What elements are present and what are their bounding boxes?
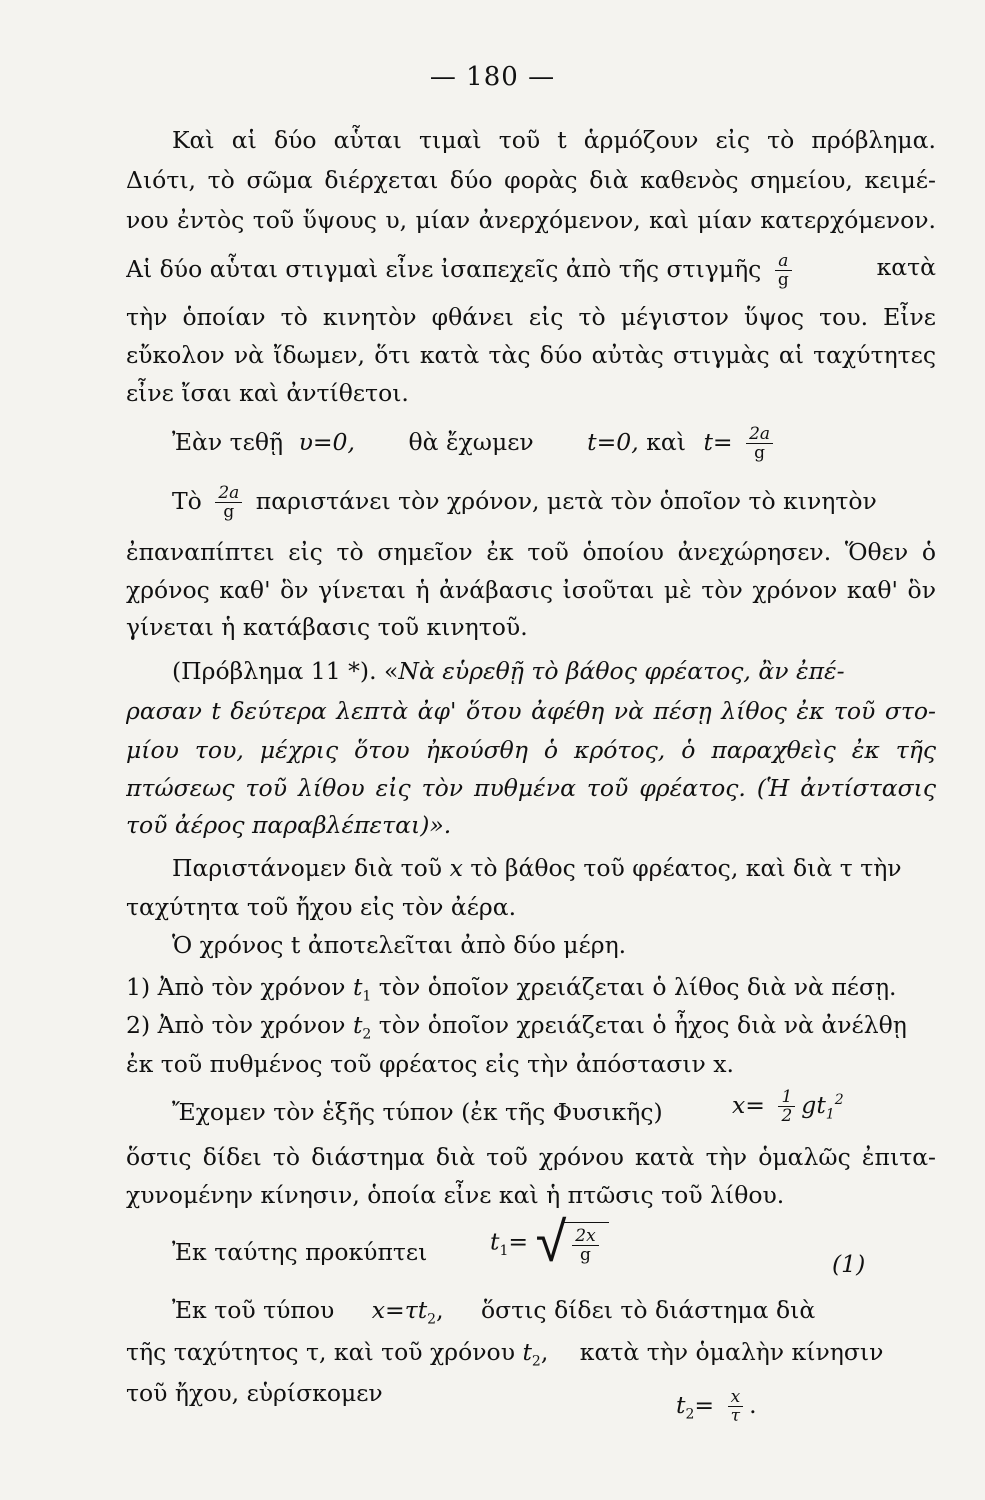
equation-t-zero: t=0, — [587, 428, 639, 456]
equation-number-1: (1) — [832, 1250, 866, 1278]
text-line-5: τὴν ὁποίαν τὸ κινητὸν φθάνει εἰς τὸ μέγιστον ὕψος του. Εἶνε — [126, 303, 936, 331]
symbol-x: x — [449, 854, 463, 882]
text-line-22: 2) Ἀπὸ τὸν χρόνον $t_2$ τὸν ὁποῖον χρειάζεται ὁ ἦχος διὰ νὰ ἀνέλθῃ — [126, 1011, 907, 1043]
text-line-21-end: τὸν ὁποῖον χρειάζεται ὁ λίθος διὰ νὰ πέσῃ. — [378, 973, 897, 1001]
text-line-20: Ὁ χρόνος t ἀποτελεῖται ἀπὸ δύο μέρη. — [172, 931, 627, 959]
text-line-19: ταχύτητα τοῦ ἤχου εἰς τὸν ἀέρα. — [126, 893, 517, 921]
text-line-29: τῆς ταχύτητος τ, καὶ τοῦ χρόνου $t_2$, κατὰ τὴν ὁμαλὴν κίνησιν — [126, 1338, 884, 1370]
symbol-t2-b: t — [522, 1338, 532, 1366]
text-line-22-start: 2) Ἀπὸ τὸν χρόνον — [126, 1011, 346, 1039]
formula-t1-sqrt: $t_1=$ √ $\frac{2x}{g}$ — [490, 1215, 609, 1271]
text-line-2: Διότι, τὸ σῶμα διέρχεται δύο φορὰς διὰ καθενὸς σημείου, κειμέ- — [126, 166, 936, 194]
text-line-8-mid: θὰ ἔχωμεν — [408, 428, 534, 456]
fraction-a-over-g: $\frac{a}{g}$ — [775, 252, 792, 289]
text-line-29-end: κατὰ τὴν ὁμαλὴν κίνησιν — [579, 1338, 884, 1366]
text-line-15: μίου του, μέχρις ὅτου ἠκούσθη ὁ κρότος, ὁ παραχθεὶς ἐκ τῆς — [126, 736, 936, 764]
text-line-24-start: Ἔχομεν τὸν ἑξῆς τύπον (ἐκ τῆς Φυσικῆς) — [172, 1098, 663, 1126]
text-line-21: 1) Ἀπὸ τὸν χρόνον $t_1$ τὸν ὁποῖον χρειάζεται ὁ λίθος διὰ νὰ πέσῃ. — [126, 973, 897, 1005]
text-line-29-start: τῆς ταχύτητος τ, καὶ τοῦ χρόνου — [126, 1338, 515, 1366]
text-line-23: ἐκ τοῦ πυθμένος τοῦ φρέατος εἰς τὴν ἀπόστασιν x. — [126, 1050, 735, 1078]
text-line-16: πτώσεως τοῦ λίθου εἰς τὸν πυθμένα τοῦ φρέατος. (Ἡ ἀντίστασις — [126, 774, 936, 802]
text-line-9-end: παριστάνει τὸν χρόνον, μετὰ τὸν ὁποῖον τὸ κινητὸν — [255, 487, 877, 515]
text-line-4 — [126, 252, 936, 289]
fraction-x-over-tau: $\frac{x}{\tau}$ — [728, 1388, 744, 1425]
text-line-12: γίνεται ἡ κατάβασις τοῦ κινητοῦ. — [126, 613, 528, 641]
square-root: √ $\frac{2x}{g}$ — [536, 1215, 609, 1271]
text-line-9-start: Τὸ — [172, 487, 202, 515]
text-line-7: εἶνε ἴσαι καὶ ἀντίθετοι. — [126, 379, 409, 407]
text-line-21-start: 1) Ἀπὸ τὸν χρόνον — [126, 973, 346, 1001]
text-line-1: Καὶ αἱ δύο αὗται τιμαὶ τοῦ t ἁρμόζουν εἰς τὸ πρόβλημα. — [172, 126, 936, 154]
formula-t2: $t_2=$ $\frac{x}{\tau}$ . — [676, 1387, 757, 1426]
formula-free-fall: x= $\frac{1}{2}$ $gt_1^2$ — [732, 1087, 844, 1126]
fraction-one-half: $\frac{1}{2}$ — [778, 1088, 795, 1125]
page-number: — 180 — — [429, 62, 556, 92]
problem-text-start: Νὰ εὑρεθῇ τὸ βάθος φρέατος, ἂν ἐπέ- — [398, 657, 845, 685]
text-line-8-and: καὶ — [646, 428, 686, 456]
problem-label: (Πρόβλημα 11 *). « — [172, 657, 399, 685]
text-line-3: νου ἐντὸς τοῦ ὕψους υ, μίαν ἀνερχόμενον, καὶ μίαν κατερχόμενον. — [126, 206, 936, 234]
symbol-t1: t — [352, 973, 363, 1001]
text-line-4-start: Αἱ δύο αὗται στιγμαὶ εἶνε ἰσαπεχεῖς ἀπὸ τῆς στιγμῆς — [126, 255, 762, 283]
text-line-22-end: τὸν ὁποῖον χρειάζεται ὁ ἦχος διὰ νὰ ἀνέλθῃ — [378, 1011, 907, 1039]
text-line-18-start: Παριστάνομεν διὰ τοῦ — [172, 854, 443, 882]
fraction-2a-over-g-2: $\frac{2a}{g}$ — [215, 484, 242, 521]
text-line-18 — [172, 853, 936, 883]
fraction-2a-over-g: $\frac{2a}{g}$ — [746, 425, 773, 462]
text-line-28-end: ὅστις δίδει τὸ διάστημα διὰ — [481, 1296, 816, 1324]
text-line-26: χυνομένην κίνησιν, ὁποία εἶνε καὶ ἡ πτῶσις τοῦ λίθου. — [126, 1181, 785, 1209]
text-line-27-start: Ἐκ ταύτης προκύπτει — [172, 1238, 428, 1266]
equation-t-equals: t= — [703, 428, 733, 456]
equation-v-zero: υ=0, — [298, 428, 355, 456]
text-line-18-end: τὸ βάθος τοῦ φρέατος, καὶ διὰ τ τὴν — [470, 854, 902, 882]
text-line-9 — [172, 484, 936, 521]
fraction-2x-over-g: $\frac{2x}{g}$ — [572, 1227, 598, 1264]
text-line-6: εὔκολον νὰ ἴδωμεν, ὅτι κατὰ τὰς δύο αὐτὰς στιγμὰς αἱ ταχύτητες — [126, 341, 936, 369]
symbol-t2: t — [352, 1011, 363, 1039]
text-line-4-end: κατὰ — [876, 253, 936, 281]
text-line-28: Ἐκ τοῦ τύπου $x=\tau t_2$, ὅστις δίδει τὸ διάστημα διὰ — [172, 1296, 816, 1328]
text-line-8-start: Ἐὰν τεθῇ — [172, 428, 284, 456]
text-line-30: τοῦ ἤχου, εὑρίσκομεν — [126, 1379, 383, 1407]
text-line-25: ὅστις δίδει τὸ διάστημα διὰ τοῦ χρόνου κατὰ τὴν ὁμαλῶς ἐπιτα- — [126, 1143, 936, 1171]
text-line-10: ἐπαναπίπτει εἰς τὸ σημεῖον ἐκ τοῦ ὁποίου ἀνεχώρησεν. Ὅθεν ὁ — [126, 538, 936, 566]
text-line-11: χρόνος καθ' ὃν γίνεται ἡ ἀνάβασις ἰσοῦται μὲ τὸν χρόνον καθ' ὃν — [126, 576, 936, 604]
text-line-13 — [172, 656, 936, 686]
text-line-17: τοῦ ἀέρος παραβλέπεται)». — [126, 811, 452, 839]
text-line-8 — [172, 425, 936, 462]
text-line-14: ρασαν t δεύτερα λεπτὰ ἀφ' ὅτου ἀφέθη νὰ πέσῃ λίθος ἐκ τοῦ στο- — [126, 697, 936, 725]
formula-x-tau-t2: x=τt — [371, 1296, 428, 1324]
text-line-28-start: Ἐκ τοῦ τύπου — [172, 1296, 335, 1324]
